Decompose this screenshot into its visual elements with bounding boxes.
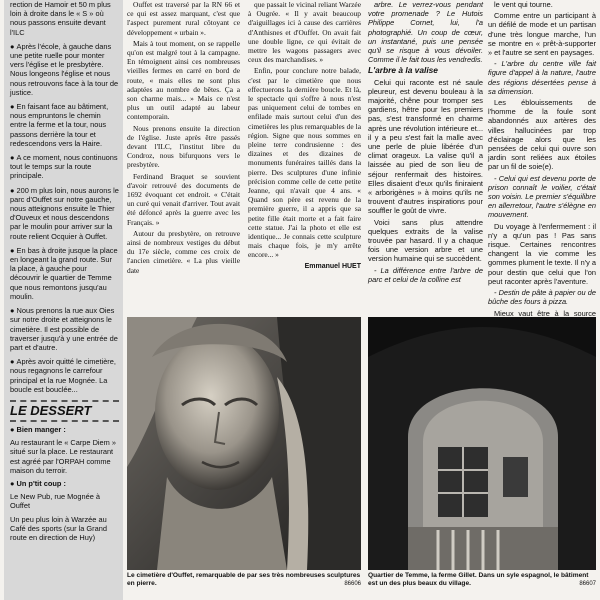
section-subheading: L'arbre à la valise (368, 65, 438, 76)
sidebar-paragraph: ● A ce moment, nous continuons tout le temps sur la route principale. (10, 153, 118, 181)
statue-image (127, 317, 361, 570)
sidebar-paragraph: ● Nous prenons la rue aux Oies sur notre droite et atteignons le cimetière. Il est possible de traverser jusqu'à y une entrée de part et d'autre. (10, 306, 118, 352)
cemetery-statue-photo (127, 317, 361, 570)
article-paragraph: Enfin, pour conclure notre balade, c'est par le cimetière que nous effectuerons la dernière boucle. Et là, le spectacle qui s'offre à nous n'est pas uniquement celui de tombes en enfilade mais surtout celui d'un des cimetières les plus remarquables de la région. Signe que nous sommes en pleine terre condrusienne : des dizaines et des dizaines de monuments funéraires taillés dans la pierre. Des sculptures d'une infinie précision comme celle de cette petite Jeanne, qui n'avait que 4 ans. « Quand son père est revenu de la première guerre, il a appris que sa petite fille était morte et a fait faire cette statue. J'ai la photo et elle est identique... Je connais cette sculpture mais chaque fois, je m'y arrête encore... » (248, 66, 361, 260)
sidebar-paragraph: ● Après avoir quitté le cimetière, nous regagnons le carrefour principal et la rue Mognée. La boucle est bouclée... (10, 357, 116, 394)
article-paragraph: - L'arbre du centre ville fait figure d'appel à la nature, l'autre des régions désertées pense à sa dimension. (488, 59, 596, 96)
photo-caption-1: Le cimetière d'Ouffet, remarquable de par ses très nombreuses sculptures en pierre. 86606 (127, 572, 361, 587)
article-paragraph: Du voyage à l'enfermement : il n'y a qu'un pas ! Pas sans risque. Certaines rencontres changent la vie comme les gommes plument le texte. Il n'y a pour destin que celui que l'on peut raconter après l'aventure. (488, 221, 596, 286)
bien-manger-heading: ● Bien manger : (10, 424, 66, 434)
petit-coup-text-1: Le New Pub, rue Mognée à Ouffet (10, 492, 100, 511)
article-paragraph: arbre. Le verrez-vous pendant votre promenade ? Le Hutois Philippe Cornet, lui, l'a photographié. Un coup de cœur, un instantané, puis une pensée qu'il se risque à vous dévoiler. Comme il le fait tous les vendredis. (368, 0, 483, 65)
article-column-3 (248, 0, 361, 271)
article-paragraph: Comme entre un participant à un défilé de mode et un partisan d'une très longue marche, l'un se montre en « prêt-à-supporter » et l'autre se sent en paysages. (488, 11, 596, 58)
article-column-2 (127, 0, 240, 277)
photo-code-2: 86607 (579, 581, 596, 587)
article-paragraph: - La différence entre l'arbre de parc et celui de la colline est (368, 265, 483, 284)
sidebar-paragraph: ● En faisant face au bâtiment, nous empruntons le chemin entre la ferme et la tour, nous passons derrière la tour et redescendons vers la Haire. (10, 102, 109, 148)
sidebar-column (4, 0, 123, 600)
photo-caption-2: Quartier de Temme, la ferme Gillet. Dans un syle espagnol, le bâtiment est un des plus beaux du village. 86607 (368, 572, 596, 587)
building-image (368, 317, 596, 570)
article-paragraph: Ferdinand Braquet se souvient d'avoir retrouvé des documents de 1692 évoquant cet endroit. « C'était un curé qui venait d'arriver. Tout avait été défoncé après la guerre avec les Français. » (127, 171, 240, 227)
sidebar-paragraph: ● 200 m plus loin, nous aurons le parc d'Ouffet sur notre gauche, nous atteignons ensuite le Thier d'Ouveux et nous descendons par le moulin pour arriver sur la route relient Ocquier à Ouffet. (10, 185, 119, 241)
article-paragraph: Mais à tout moment, on se rappelle qu'on est malgré tout à la campagne. En témoignent ainsi ces nombreuses vieilles fermes en carré en bord de route, « mais elles ne sont plus adaptées au nombre de bêtes. Ça a son charme mais... » Mais ce n'est plus un outil adapté au labeur contemporain. (127, 38, 240, 122)
article-paragraph: Autour du presbytère, on retrouve ainsi de nombreux vestiges du début du 17e siècle, comme ces croix de l'ancien cimetière. « La plus vieille date (127, 228, 240, 275)
article-paragraph: que passait le vicinal reliant Warzée à Ougrée. « Il y avait beaucoup d'aiguillages ici à cause des carrières d'Anthisnes et d'Ouffet. On avait fait une double ligne, ce qui évitait de mettre les wagons passagers avec ceux des marchandises. » (248, 0, 361, 65)
dessert-heading: LE DESSERT (10, 400, 119, 422)
article-paragraph: Les éblouissements de l'homme de la foule sont abandonnés aux artères des villes hallucinées par trop d'éclairage alors que les pensées de celui qui ouvre son jardin sont reliées aux étoiles par un fil de soie(e). (488, 98, 596, 172)
photo-code-1: 86606 (344, 581, 361, 587)
farm-building-photo (368, 317, 596, 570)
article-paragraph: Ouffet est traversé par la RN 66 et ce qui est assez marquant, c'est que l'aspect purement rural côtoyant ce développement « urbain ». (127, 0, 240, 37)
petit-coup-text-2: Un peu plus loin à Warzée au Café des sports (sur la Grand route en direction de Huy) (10, 514, 107, 542)
article-paragraph: Celui qui raconte est né saule pleureur, est devenu bouleau à la majorité, chêne pour tromper ses gardiens, hêtre pour les premiers pas, s'est transformé en charme après une révolution intérieure et... il y a peu s'est fait la malle avec une perle de pluie libérée d'un climat orageux. La valise qu'il a laissée au pied de son lieu de séjour renfermait des histoires. Elles disaient d'eux qu'ils finiraient « arborigènes » à moins qu'ils ne trouvent d'autres inspirations pour souffler le goût de vivre. (368, 77, 483, 216)
sidebar-paragraph: ● Après l'école, à gauche dans une petite ruelle pour monter vers l'église et le presbytère. Nous longeons l'église et nous nous retrouvons face à la tour de justice. (10, 41, 119, 97)
article-paragraph: le vent qui tourne. (494, 0, 553, 9)
petit-coup-heading: ● Un p'tit coup : (10, 478, 66, 488)
article-paragraph: - Celui qui est devenu porte de prison connaît le voilier, c'était son voisin. Le premier s'équilibre en allerretour, l'autre s'élègne en mouvement. (488, 173, 596, 220)
sidebar-paragraph: ● En bas à droite jusque la place en longeant la grand route. Sur la place, à gauche pour découvrir le quartier de Temme que nous remontons jusqu'au moulin. (10, 245, 118, 301)
sidebar-intro: rection de Hamoir et 50 m plus loin à droite dans le « S » où nous passons ensuite devant l'ILC (10, 0, 111, 37)
article-column-5 (488, 0, 596, 338)
bien-manger-text: Au restaurant le « Carpe Diem » situé sur la place. Le restaurant est agréé par l'ORPAH comme maison du terroir. (10, 438, 116, 475)
article-paragraph: Voici sans plus attendre quelques extraits de la valise trouvée par hasard. Il y a chaque fois une version arbre et une version humaine qui se succèdent. (368, 217, 483, 264)
article-paragraph: Mieux vaut être à la source (494, 308, 596, 318)
author-name: Emmanuel HUET (304, 262, 361, 270)
article-paragraph: - Destin de pâte à papier ou de bûche des fours à pizza. (488, 288, 596, 307)
article-paragraph: Nous prenons ensuite la direction de l'église. Juste après être passés devant l'ILC, l'institut libre du Condroz, nous bifurquons vers le presbytère. (127, 123, 240, 170)
article-column-4 (368, 0, 483, 286)
